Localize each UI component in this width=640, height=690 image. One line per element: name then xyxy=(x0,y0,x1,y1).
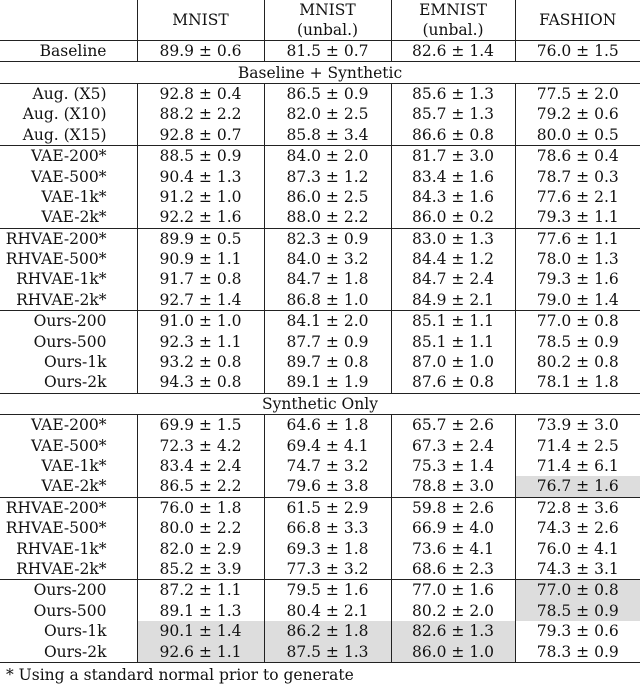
row-label: RHVAE-200* xyxy=(0,497,137,518)
table-row xyxy=(0,518,640,538)
row-label: RHVAE-2k* xyxy=(16,290,107,309)
cell: 89.7 ± 0.8 xyxy=(264,352,391,372)
row-label: RHVAE-2k* xyxy=(16,559,107,578)
cell: 82.6 ± 1.4 xyxy=(391,41,515,62)
row-label: Ours-200 xyxy=(0,311,137,332)
cell: 92.7 ± 1.4 xyxy=(137,290,264,311)
cell: 77.3 ± 3.2 xyxy=(264,559,391,580)
table-row xyxy=(0,311,640,332)
cell: 89.1 ± 1.9 xyxy=(264,372,391,393)
section-header-row xyxy=(0,62,640,83)
cell: 94.3 ± 0.8 xyxy=(137,372,264,393)
table-row xyxy=(0,104,640,124)
cell: 72.8 ± 3.6 xyxy=(515,497,640,518)
cell: 88.5 ± 0.9 xyxy=(137,145,264,166)
cell: 78.5 ± 0.9 xyxy=(515,601,640,621)
table-row xyxy=(0,83,640,104)
cell: 73.9 ± 3.0 xyxy=(515,415,640,436)
cell: 78.8 ± 3.0 xyxy=(391,476,515,497)
row-label: VAE-1k* xyxy=(41,187,107,206)
cell: 61.5 ± 2.9 xyxy=(264,497,391,518)
cell: 84.7 ± 1.8 xyxy=(264,269,391,289)
row-label: Ours-2k xyxy=(0,641,137,662)
row-label: Ours-1k xyxy=(43,622,107,641)
table-row xyxy=(0,497,640,518)
cell: 87.7 ± 0.9 xyxy=(264,331,391,351)
cell: 86.8 ± 1.0 xyxy=(264,290,391,311)
table-row xyxy=(0,352,640,372)
cell: 84.0 ± 3.2 xyxy=(264,249,391,269)
cell: 82.3 ± 0.9 xyxy=(264,228,391,249)
col-header-line2: (unbal.) xyxy=(296,21,359,39)
cell: 81.5 ± 0.7 xyxy=(264,41,391,62)
cell: 66.9 ± 4.0 xyxy=(391,518,515,538)
row-label: RHVAE-1k* xyxy=(16,539,107,558)
cell: 65.7 ± 2.6 xyxy=(391,415,515,436)
cell: 85.7 ± 1.3 xyxy=(391,104,515,124)
cell: 79.6 ± 3.8 xyxy=(264,476,391,497)
cell: 92.2 ± 1.6 xyxy=(137,207,264,228)
table-row xyxy=(0,249,640,269)
cell: 92.8 ± 0.7 xyxy=(137,125,264,146)
cell: 79.3 ± 1.1 xyxy=(515,207,640,228)
row-label: Ours-2k xyxy=(43,373,107,392)
table-row xyxy=(0,145,640,166)
cell: 86.0 ± 2.5 xyxy=(264,187,391,207)
row-label: Baseline xyxy=(0,41,137,62)
section-title: Synthetic Only xyxy=(0,393,640,414)
table-row xyxy=(0,166,640,186)
cell: 87.5 ± 1.3 xyxy=(264,641,391,662)
cell: 90.1 ± 1.4 xyxy=(137,621,264,641)
cell: 87.3 ± 1.2 xyxy=(264,166,391,186)
cell: 77.0 ± 0.8 xyxy=(515,311,640,332)
col-header-line1: FASHION xyxy=(539,11,617,29)
cell: 78.5 ± 0.9 xyxy=(515,331,640,351)
cell: 85.6 ± 1.3 xyxy=(391,83,515,104)
col-header-fashion xyxy=(515,0,640,41)
table-row xyxy=(0,228,640,249)
table-row xyxy=(0,269,640,289)
cell: 86.5 ± 0.9 xyxy=(264,83,391,104)
table-row xyxy=(0,415,640,436)
col-header-line2: (unbal.) xyxy=(422,21,484,39)
table-row xyxy=(0,456,640,476)
cell: 69.3 ± 1.8 xyxy=(264,538,391,558)
cell: 67.3 ± 2.4 xyxy=(391,435,515,455)
cell: 91.7 ± 0.8 xyxy=(137,269,264,289)
cell: 69.9 ± 1.5 xyxy=(137,415,264,436)
cell: 76.7 ± 1.6 xyxy=(515,476,640,497)
cell: 85.2 ± 3.9 xyxy=(137,559,264,580)
cell: 82.0 ± 2.5 xyxy=(264,104,391,124)
cell: 92.6 ± 1.1 xyxy=(137,641,264,662)
col-header-line1: EMNIST xyxy=(419,1,487,19)
table-row xyxy=(0,125,640,146)
cell: 79.5 ± 1.6 xyxy=(264,580,391,601)
row-label: VAE-2k* xyxy=(41,208,107,227)
table-row xyxy=(0,207,640,228)
row-label: Aug. (X5) xyxy=(32,84,107,103)
section-header-row xyxy=(0,393,640,414)
col-header-line1: MNIST xyxy=(299,1,356,19)
header-empty-cell xyxy=(0,0,137,41)
cell: 82.0 ± 2.9 xyxy=(137,538,264,558)
row-label: RHVAE-1k* xyxy=(16,270,107,289)
cell: 92.8 ± 0.4 xyxy=(137,83,264,104)
cell: 84.9 ± 2.1 xyxy=(391,290,515,311)
cell: 83.4 ± 2.4 xyxy=(137,456,264,476)
cell: 86.2 ± 1.8 xyxy=(264,621,391,641)
row-label: RHVAE-200* xyxy=(0,228,137,249)
col-header-emnist-unbal xyxy=(391,0,515,41)
cell: 78.0 ± 1.3 xyxy=(515,249,640,269)
cell: 86.0 ± 0.2 xyxy=(391,207,515,228)
cell: 87.6 ± 0.8 xyxy=(391,372,515,393)
col-header-mnist-unbal xyxy=(264,0,391,41)
cell: 79.3 ± 0.6 xyxy=(515,621,640,641)
cell: 89.9 ± 0.5 xyxy=(137,228,264,249)
table-row xyxy=(0,559,640,580)
row-label: Aug. (X15) xyxy=(22,125,107,144)
table-row xyxy=(0,601,640,621)
row-label: VAE-1k* xyxy=(41,457,107,475)
row-label: VAE-200* xyxy=(30,416,107,435)
header-row xyxy=(0,0,640,41)
row-label: Ours-200 xyxy=(0,580,137,601)
cell: 71.4 ± 6.1 xyxy=(515,456,640,476)
cell: 79.0 ± 1.4 xyxy=(515,290,640,311)
cell: 74.3 ± 3.1 xyxy=(515,559,640,580)
table-row xyxy=(0,580,640,601)
table-row xyxy=(0,331,640,351)
cell: 59.8 ± 2.6 xyxy=(391,497,515,518)
row-label: RHVAE-500* xyxy=(5,519,107,538)
cell: 80.0 ± 0.5 xyxy=(515,125,640,146)
cell: 85.1 ± 1.1 xyxy=(391,311,515,332)
cell: 93.2 ± 0.8 xyxy=(137,352,264,372)
cell: 77.5 ± 2.0 xyxy=(515,83,640,104)
row-label: VAE-500* xyxy=(30,436,107,455)
cell: 84.0 ± 2.0 xyxy=(264,145,391,166)
footnote: * Using a standard normal prior to generate xyxy=(6,666,354,684)
row-label: Ours-1k xyxy=(43,353,107,372)
cell: 84.7 ± 2.4 xyxy=(391,269,515,289)
cell: 89.9 ± 0.6 xyxy=(137,41,264,62)
cell: 76.0 ± 4.1 xyxy=(515,538,640,558)
row-label: Ours-500 xyxy=(33,332,107,351)
row-label: Ours-500 xyxy=(33,601,107,620)
cell: 83.4 ± 1.6 xyxy=(391,166,515,186)
cell: 75.3 ± 1.4 xyxy=(391,456,515,476)
table-row xyxy=(0,290,640,311)
cell: 92.3 ± 1.1 xyxy=(137,331,264,351)
cell: 87.0 ± 1.0 xyxy=(391,352,515,372)
cell: 71.4 ± 2.5 xyxy=(515,435,640,455)
cell: 87.2 ± 1.1 xyxy=(137,580,264,601)
cell: 81.7 ± 3.0 xyxy=(391,145,515,166)
table-row xyxy=(0,621,640,641)
table-row xyxy=(0,641,640,662)
table-row xyxy=(0,538,640,558)
cell: 88.0 ± 2.2 xyxy=(264,207,391,228)
cell: 89.1 ± 1.3 xyxy=(137,601,264,621)
table-row xyxy=(0,476,640,497)
baseline-row xyxy=(0,41,640,62)
row-label: VAE-2k* xyxy=(41,477,107,496)
cell: 69.4 ± 4.1 xyxy=(264,435,391,455)
cell: 83.0 ± 1.3 xyxy=(391,228,515,249)
cell: 72.3 ± 4.2 xyxy=(137,435,264,455)
col-header-mnist xyxy=(137,0,264,41)
cell: 86.5 ± 2.2 xyxy=(137,476,264,497)
cell: 85.1 ± 1.1 xyxy=(391,331,515,351)
cell: 88.2 ± 2.2 xyxy=(137,104,264,124)
cell: 64.6 ± 1.8 xyxy=(264,415,391,436)
cell: 80.2 ± 0.8 xyxy=(515,352,640,372)
cell: 74.7 ± 3.2 xyxy=(264,456,391,476)
cell: 77.0 ± 0.8 xyxy=(515,580,640,601)
cell: 84.1 ± 2.0 xyxy=(264,311,391,332)
cell: 91.0 ± 1.0 xyxy=(137,311,264,332)
col-header-line1: MNIST xyxy=(172,11,229,29)
cell: 76.0 ± 1.5 xyxy=(515,41,640,62)
cell: 68.6 ± 2.3 xyxy=(391,559,515,580)
cell: 78.3 ± 0.9 xyxy=(515,641,640,662)
row-label: RHVAE-500* xyxy=(5,250,107,269)
row-label: Aug. (X10) xyxy=(22,105,107,124)
cell: 80.0 ± 2.2 xyxy=(137,518,264,538)
section-title: Baseline + Synthetic xyxy=(0,62,640,83)
cell: 82.6 ± 1.3 xyxy=(391,621,515,641)
cell: 78.7 ± 0.3 xyxy=(515,166,640,186)
cell: 90.4 ± 1.3 xyxy=(137,166,264,186)
cell: 86.6 ± 0.8 xyxy=(391,125,515,146)
cell: 80.2 ± 2.0 xyxy=(391,601,515,621)
cell: 90.9 ± 1.1 xyxy=(137,249,264,269)
cell: 78.6 ± 0.4 xyxy=(515,145,640,166)
row-label: VAE-500* xyxy=(30,167,107,186)
cell: 91.2 ± 1.0 xyxy=(137,187,264,207)
cell: 77.6 ± 2.1 xyxy=(515,187,640,207)
cell: 77.0 ± 1.6 xyxy=(391,580,515,601)
cell: 86.0 ± 1.0 xyxy=(391,641,515,662)
cell: 80.4 ± 2.1 xyxy=(264,601,391,621)
cell: 84.3 ± 1.6 xyxy=(391,187,515,207)
table-row xyxy=(0,435,640,455)
cell: 77.6 ± 1.1 xyxy=(515,228,640,249)
cell: 76.0 ± 1.8 xyxy=(137,497,264,518)
cell: 73.6 ± 4.1 xyxy=(391,538,515,558)
cell: 66.8 ± 3.3 xyxy=(264,518,391,538)
cell: 79.2 ± 0.6 xyxy=(515,104,640,124)
cell: 85.8 ± 3.4 xyxy=(264,125,391,146)
cell: 78.1 ± 1.8 xyxy=(515,372,640,393)
table-row xyxy=(0,372,640,393)
cell: 79.3 ± 1.6 xyxy=(515,269,640,289)
row-label: VAE-200* xyxy=(0,145,137,166)
cell: 84.4 ± 1.2 xyxy=(391,249,515,269)
cell: 74.3 ± 2.6 xyxy=(515,518,640,538)
table-row xyxy=(0,187,640,207)
